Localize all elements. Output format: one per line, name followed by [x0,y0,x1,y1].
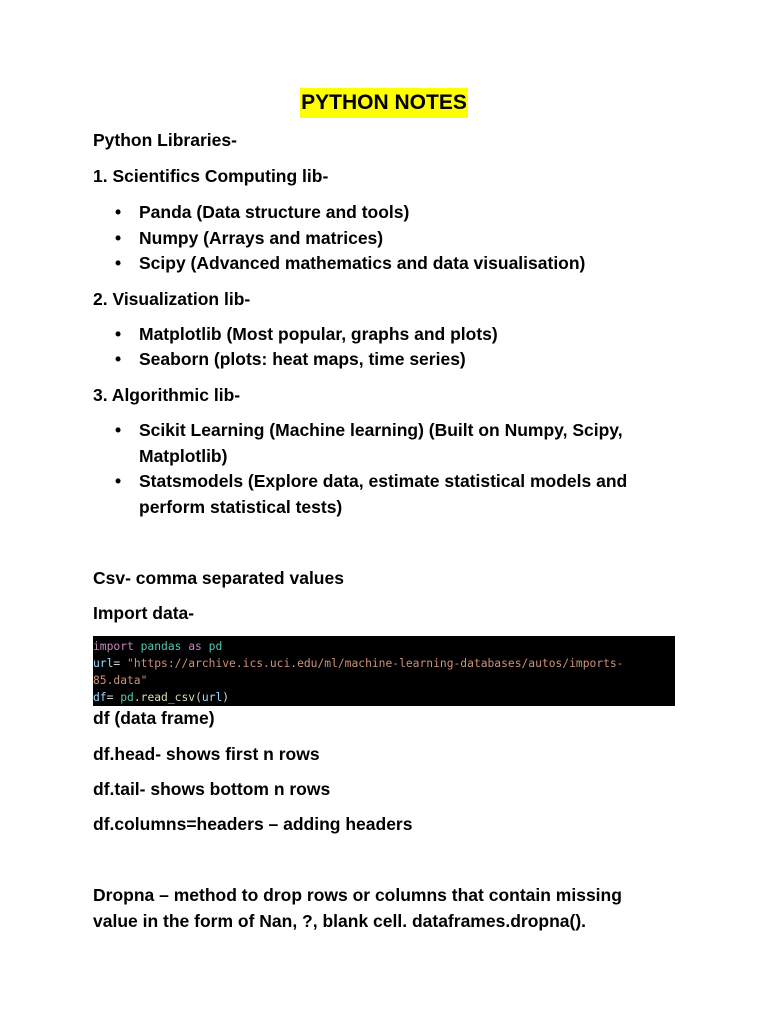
code-argument: url [201,691,223,704]
code-keyword: as [188,640,202,653]
dropna-line: Dropna – method to drop rows or columns that contain missing [93,885,622,905]
bullet-icon: • [115,202,122,222]
code-paren: ( [195,691,202,704]
list-item-text: Statsmodels (Explore data, estimate statistical models and perform statistical tests) [139,471,628,517]
list-item [115,225,659,251]
code-dot: . [133,691,141,704]
note-line: df.columns=headers – adding headers [93,814,413,834]
list-item [115,250,659,276]
list-item-text: Scipy (Advanced mathematics and data visualisation) [139,253,586,273]
code-line [93,672,675,689]
code-line [93,689,675,706]
list-item-text: Matplotlib (Most popular, graphs and plots) [139,324,498,344]
page-title: PYTHON NOTES [300,88,468,118]
bullet-icon: • [115,253,122,273]
note-line: df (data frame) [93,708,215,728]
import-heading: Import data- [93,603,195,623]
list-item [115,468,659,520]
code-alias: pd [208,640,223,653]
list-item-text: Seaborn (plots: heat maps, time series) [139,349,466,369]
code-operator: = [113,657,121,670]
list-item-text: Numpy (Arrays and matrices) [139,228,384,248]
title-wrap [0,88,768,118]
bullet-icon: • [115,324,122,344]
list-item [115,321,659,347]
bullet-icon: • [115,228,122,248]
dropna-line: value in the form of Nan, ?, blank cell. dataframes.dropna(). [93,911,587,931]
code-variable: df [93,691,107,704]
csv-line: Csv- comma separated values [93,568,344,588]
list-item [115,417,659,469]
scientific-heading: 1. Scientifics Computing lib- [93,166,329,186]
bullet-icon: • [115,349,122,369]
code-block [93,636,675,706]
libraries-heading: Python Libraries- [93,130,237,150]
note-line: df.head- shows first n rows [93,744,320,764]
list-item-text: Panda (Data structure and tools) [139,202,410,222]
code-function: read_csv [140,691,196,704]
code-keyword: import [93,640,134,653]
code-variable: url [93,657,114,670]
algorithmic-heading: 3. Algorithmic lib- [93,385,241,405]
bullet-icon: • [115,420,122,440]
note-line: df.tail- shows bottom n rows [93,779,331,799]
code-paren: ) [222,691,230,704]
code-string: "https://archive.ics.uci.edu/ml/machine-learning-databases/autos/imports- [127,657,624,670]
code-module: pd [120,691,134,704]
code-line [93,638,675,655]
bullet-icon: • [115,471,122,491]
visualization-heading: 2. Visualization lib- [93,289,251,309]
list-item [115,346,659,372]
list-item-text: Scikit Learning (Machine learning) (Built on Numpy, Scipy, Matplotlib) [139,420,623,466]
code-operator: = [106,691,114,704]
code-module: pandas [140,640,182,653]
code-line [93,655,675,672]
code-string: 85.data" [93,674,148,687]
list-item [115,199,659,225]
